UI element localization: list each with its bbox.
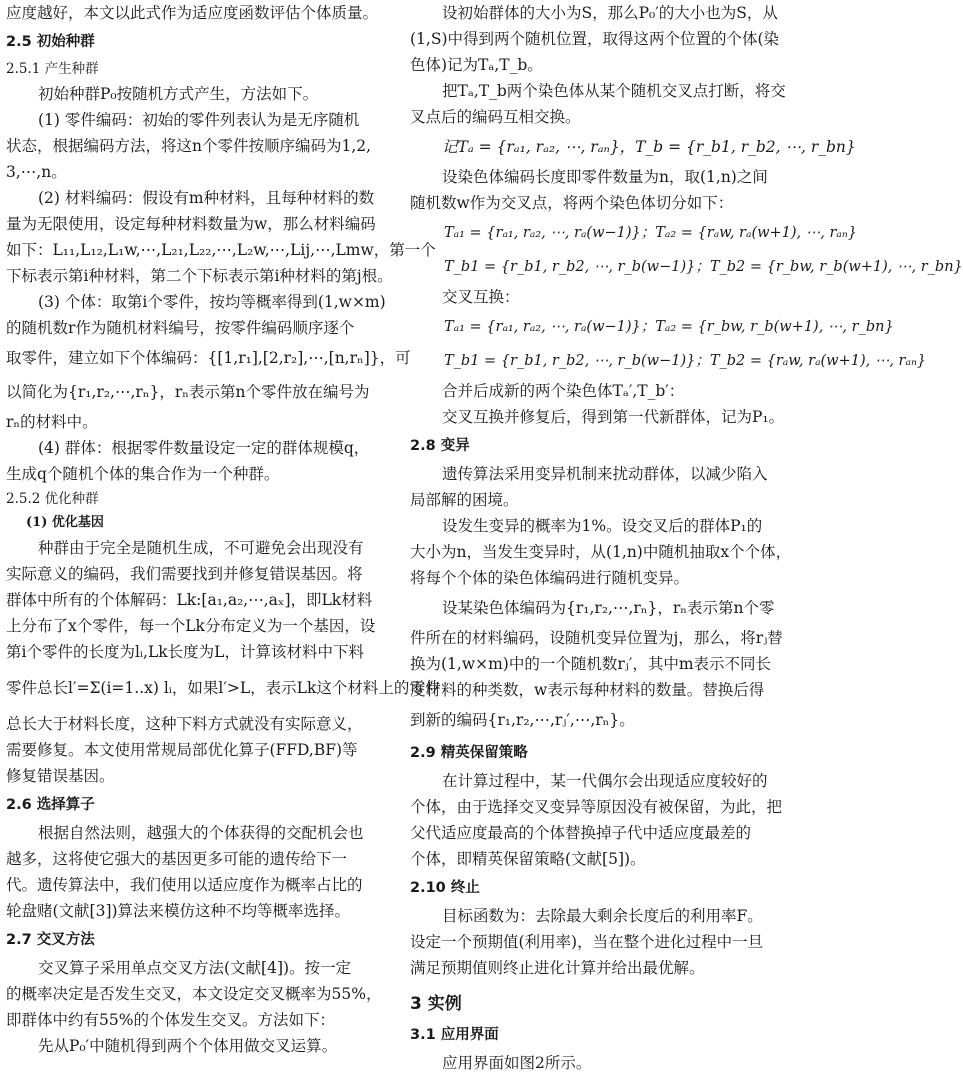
paragraph-line: 种群由于完全是随机生成，不可避免会出现没有 [38, 539, 364, 557]
paragraph-line: 如下：L₁₁,L₁₂,L₁w,⋯,L₂₁,L₂₂,⋯,L₂w,⋯,Lij,⋯,Lmw，第一个 [6, 241, 436, 259]
paragraph-line: 的随机数r作为随机材料编号，按零件编码顺序逐个 [6, 319, 355, 337]
paragraph-line: 到新的编码{r₁,r₂,⋯,rⱼ′,⋯,rₙ}。 [410, 711, 635, 729]
paragraph-line: 交叉互换并修复后，得到第一代新群体，记为P₁。 [442, 408, 785, 426]
paragraph-line: 大小为n，当发生变异时，从(1,n)中随机抽取x个个体， [410, 543, 792, 561]
paragraph-line: 即群体中约有55%的个体发生交叉。方法如下： [6, 1011, 335, 1029]
section-heading: 2.8 变异 [410, 438, 470, 454]
paragraph-line: 先从P₀′中随机得到两个个体用做交叉运算。 [38, 1037, 338, 1055]
section-heading: 2.9 精英保留策略 [410, 745, 528, 761]
paragraph-line-with-sum: 零件总长l′=Σ(i=1..x) lᵢ，如果l′>L，表示Lk这个材料上的零件 [6, 679, 441, 697]
paragraph-line: 交叉互换： [442, 288, 520, 306]
paragraph-line: 叉点后的编码互相交换。 [410, 108, 581, 126]
equation-line: Tₐ₁ = {rₐ₁, rₐ₂, ⋯, rₐ(w−1)}；Tₐ₂ = {r_bw, r_b(w+1), ⋯, r_bn} [444, 319, 894, 335]
paragraph-line: 度材料的种类数，w表示每种材料的数量。替换后得 [410, 681, 765, 699]
paragraph-line: 根据自然法则，越强大的个体获得的交配机会也 [38, 824, 364, 842]
paragraph-line: 上分布了x个零件，每一个Lk分布定义为一个基因，设 [6, 617, 376, 635]
paragraph-line: 设初始群体的大小为S，那么P₀′的大小也为S，从 [442, 4, 778, 22]
sub-subsection-heading: (1) 优化基因 [26, 515, 104, 530]
paragraph-line: 修复错误基因。 [6, 767, 115, 785]
paragraph-line: 群体中所有的个体解码：Lk:[a₁,a₂,⋯,aₓ]，即Lk材料 [6, 591, 373, 609]
paragraph-line: 3,⋯,n。 [6, 163, 67, 181]
subsection-heading: 2.5.1 产生种群 [6, 61, 99, 77]
paragraph-line: 件所在的材料编码，设随机变异位置为j，那么，将rⱼ替 [410, 629, 783, 647]
section-heading: 2.6 选择算子 [6, 797, 95, 813]
chapter-heading: 3 实例 [410, 994, 462, 1014]
paragraph-line: 交叉算子采用单点交叉方法(文献[4])。按一定 [38, 959, 352, 977]
equation-line: 记Tₐ = {rₐ₁, rₐ₂, ⋯, rₐₙ}，T_b = {r_b1, r_b2, ⋯, r_bn} [442, 138, 856, 156]
paragraph-line: 目标函数为：去除最大剩余长度后的利用率F。 [442, 907, 763, 925]
paragraph-line: 的概率决定是否发生交叉，本文设定交叉概率为55%， [6, 985, 382, 1003]
section-heading: 2.10 终止 [410, 880, 480, 896]
paragraph-line: 换为(1,w×m)中的一个随机数rⱼ′，其中m表示不同长 [410, 655, 772, 673]
paragraph-line: 在计算过程中，某一代偶尔会出现适应度较好的 [442, 772, 768, 790]
equation-line: Tₐ₁ = {rₐ₁, rₐ₂, ⋯, rₐ(w−1)}；Tₐ₂ = {rₐw, rₐ(w+1), ⋯, rₐₙ} [444, 225, 857, 241]
paragraph-line: (1,S)中得到两个随机位置，取得这两个位置的个体(染 [410, 30, 780, 48]
paragraph-line: 以简化为{r₁,r₂,⋯,rₙ}，rₙ表示第n个零件放在编号为 [6, 383, 370, 401]
paragraph-line: 满足预期值则终止进化计算并给出最优解。 [410, 959, 705, 977]
paragraph-line: 把Tₐ,T_b两个染色体从某个随机交叉点打断，将交 [442, 82, 786, 100]
paragraph-line: 局部解的困境。 [410, 491, 519, 509]
paragraph-line: 量为无限使用，设定每种材料数量为w，那么材料编码 [6, 215, 376, 233]
section-heading: 2.5 初始种群 [6, 34, 95, 50]
paragraph-line: 总长大于材料长度，这种下料方式就没有实际意义， [6, 715, 363, 733]
paragraph-line: 个体，由于选择交叉变异等原因没有被保留，为此，把 [410, 798, 783, 816]
paragraph-line: 色体)记为Tₐ,T_b。 [410, 56, 543, 74]
paragraph-line: 个体，即精英保留策略(文献[5])。 [410, 850, 646, 868]
right-column [410, 0, 963, 1076]
paragraph-line: 遗传算法采用变异机制来扰动群体，以减少陷入 [442, 465, 768, 483]
paragraph-line: 需要修复。本文使用常规局部优化算子(FFD,BF)等 [6, 741, 358, 759]
paragraph-line: 实际意义的编码，我们需要找到并修复错误基因。将 [6, 565, 363, 583]
paragraph-line: rₙ的材料中。 [6, 413, 98, 431]
paragraph-line: 生成q个随机个体的集合作为一个种群。 [6, 465, 280, 483]
paragraph-line: 父代适应度最高的个体替换掉子代中适应度最差的 [410, 824, 752, 842]
paragraph-line: 越多，这将使它强大的基因更多可能的遗传给下一 [6, 850, 348, 868]
paragraph-line: 设定一个预期值(利用率)，当在整个进化过程中一旦 [410, 933, 764, 951]
paragraph-line: 初始种群P₀按随机方式产生，方法如下。 [38, 85, 319, 103]
subsection-heading: 2.5.2 优化种群 [6, 491, 99, 507]
paragraph-line: 设某染色体编码为{r₁,r₂,⋯,rₙ}，rₙ表示第n个零 [442, 599, 775, 617]
paragraph-line: 取零件，建立如下个体编码：{[1,r₁],[2,r₂],⋯,[n,rₙ]}，可 [6, 349, 411, 367]
paragraph-line: 设染色体编码长度即零件数量为n，取(1,n)之间 [442, 168, 768, 186]
paragraph-line: 将每个个体的染色体编码进行随机变异。 [410, 569, 690, 587]
paragraph-line: 设发生变异的概率为1%。设交叉后的群体P₁的 [442, 517, 763, 535]
paragraph-line: (4) 群体：根据零件数量设定一定的群体规模q， [38, 439, 370, 457]
paragraph-line: (1) 零件编码：初始的零件列表认为是无序随机 [38, 111, 360, 129]
section-heading: 2.7 交叉方法 [6, 932, 95, 948]
paragraph-line: 第i个零件的长度为lᵢ,Lk长度为L，计算该材料中下料 [6, 643, 364, 661]
paragraph-line: (3) 个体：取第i个零件，按均等概率得到(1,w×m) [38, 293, 386, 311]
paragraph-line: 状态，根据编码方法，将这n个零件按顺序编码为1,2, [6, 137, 372, 155]
equation-line: T_b1 = {r_b1, r_b2, ⋯, r_b(w−1)}；T_b2 = {r_bw, r_b(w+1), ⋯, r_bn} [444, 259, 963, 275]
paragraph-line: 轮盘赌(文献[3])算法来模仿这种不均等概率选择。 [6, 902, 351, 920]
paragraph-line: 下标表示第i种材料，第二个下标表示第i种材料的第j根。 [6, 267, 393, 285]
equation-line: T_b1 = {r_b1, r_b2, ⋯, r_b(w−1)}；T_b2 = {rₐw, rₐ(w+1), ⋯, rₐₙ} [444, 353, 927, 369]
paragraph-line: (2) 材料编码：假设有m种材料，且每种材料的数 [38, 189, 375, 207]
paragraph-line: 随机数w作为交叉点，将两个染色体切分如下： [410, 194, 734, 212]
paragraph-line: 合并后成新的两个染色体Tₐ′,T_b′： [442, 382, 685, 400]
paragraph-line: 应用界面如图2所示。 [442, 1054, 592, 1072]
paragraph-line: 应度越好，本文以此式作为适应度函数评估个体质量。 [6, 4, 379, 22]
section-heading: 3.1 应用界面 [410, 1027, 499, 1043]
paragraph-line: 代。遗传算法中，我们使用以适应度作为概率占比的 [6, 876, 363, 894]
